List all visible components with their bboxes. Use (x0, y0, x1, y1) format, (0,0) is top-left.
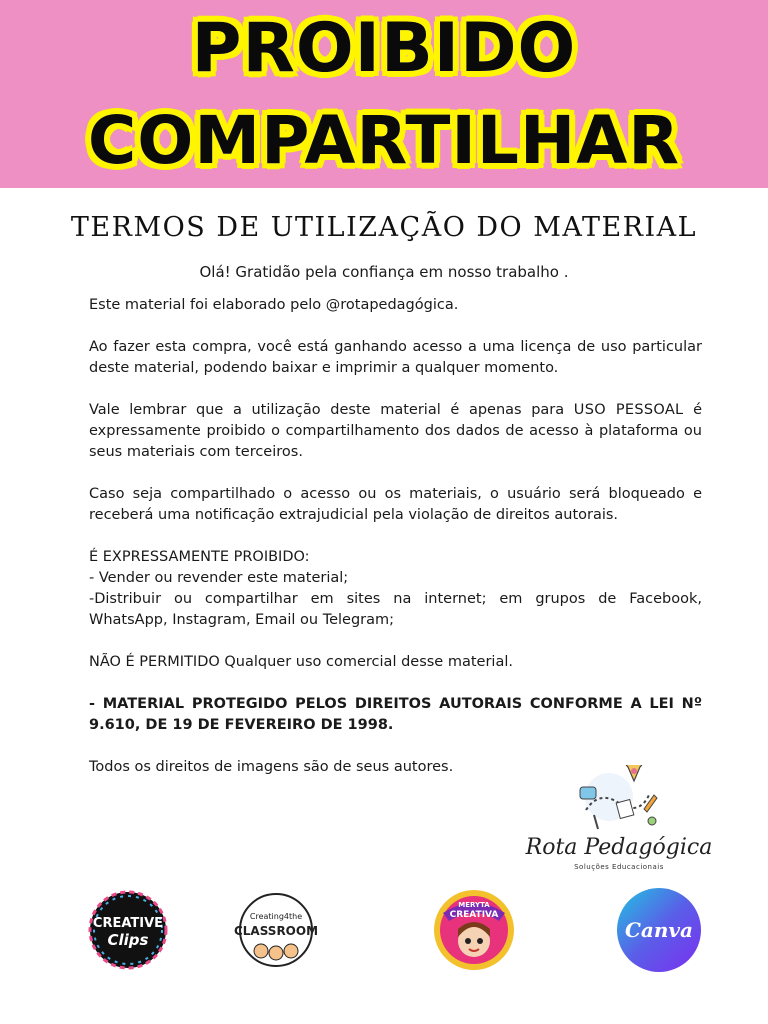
paragraph-license: Ao fazer esta compra, você está ganhando acesso a uma licença de uso particular deste material, podendo baixar e imprimir a qualquer momento. (89, 339, 702, 376)
greeting: Olá! Gratidão pela confiança em nosso trabalho . (199, 263, 569, 281)
merita-line2: CREATIVA (449, 910, 499, 920)
terms-title: TERMOS DE UTILIZAÇÃO DO MATERIAL (70, 212, 698, 243)
header-banner (0, 0, 768, 188)
paragraph-author: Este material foi elaborado pelo @rotapedagógica. (89, 297, 459, 313)
rota-logo-name: Rota Pedagógica (525, 835, 713, 860)
canva-logo (614, 885, 704, 975)
rota-pedagogica-logo (524, 765, 714, 875)
canva-wordmark: Canva (625, 918, 693, 942)
map-route-icon (524, 765, 714, 835)
classroom-line1: Creating4the (249, 912, 303, 921)
prohibited-heading: É EXPRESSAMENTE PROIBIDO: (89, 549, 310, 565)
personal-use-highlight: USO PESSOAL (573, 402, 684, 418)
creative-clips-line2: Clips (107, 931, 149, 949)
rota-logo-subtitle: Soluções Educacionais (574, 863, 664, 871)
merita-line1: MERYTA (458, 901, 490, 909)
footer-logos (0, 885, 768, 985)
paragraph-no-commercial: NÃO É PERMITIDO Qualquer uso comercial desse material. (89, 654, 513, 670)
banner-title-line2: COMPARTILHAR (87, 102, 681, 179)
terms-body (89, 295, 702, 799)
paragraph-sharing-penalty: Caso seja compartilhado o acesso ou os materiais, o usuário será bloqueado e receberá uma notificação extrajudicial pela violação de direitos autorais. (89, 486, 702, 523)
paragraph-copyright-law: - MATERIAL PROTEGIDO PELOS DIREITOS AUTORAIS CONFORME A LEI Nº 9.610, DE 19 DE FEVEREIRO DE 1998. (89, 696, 702, 733)
prohibited-item: -Distribuir ou compartilhar em sites na internet; em grupos de Facebook, WhatsApp, Instagram, Email ou Telegram; (89, 591, 702, 628)
merita-creativa-logo (429, 885, 519, 975)
creative-clips-logo (83, 885, 173, 975)
classroom-line2: CLASSROOM (233, 924, 319, 938)
personal-use-text-start: Vale lembrar que a utilização deste material é apenas para (89, 402, 574, 418)
personal-use-text-end: é expressamente proibido o compartilhamento dos dados de acesso à plataforma ou seus materiais com terceiros. (89, 402, 702, 460)
creative-clips-line1: CREATIVE (92, 916, 164, 931)
creating4-classroom-logo (231, 885, 321, 975)
prohibited-item: - Vender ou revender este material; (89, 570, 349, 586)
paragraph-image-rights: Todos os direitos de imagens são de seus autores. (89, 759, 454, 775)
banner-title-line1: PROIBIDO (191, 9, 577, 88)
paragraph-personal-use (89, 400, 702, 463)
